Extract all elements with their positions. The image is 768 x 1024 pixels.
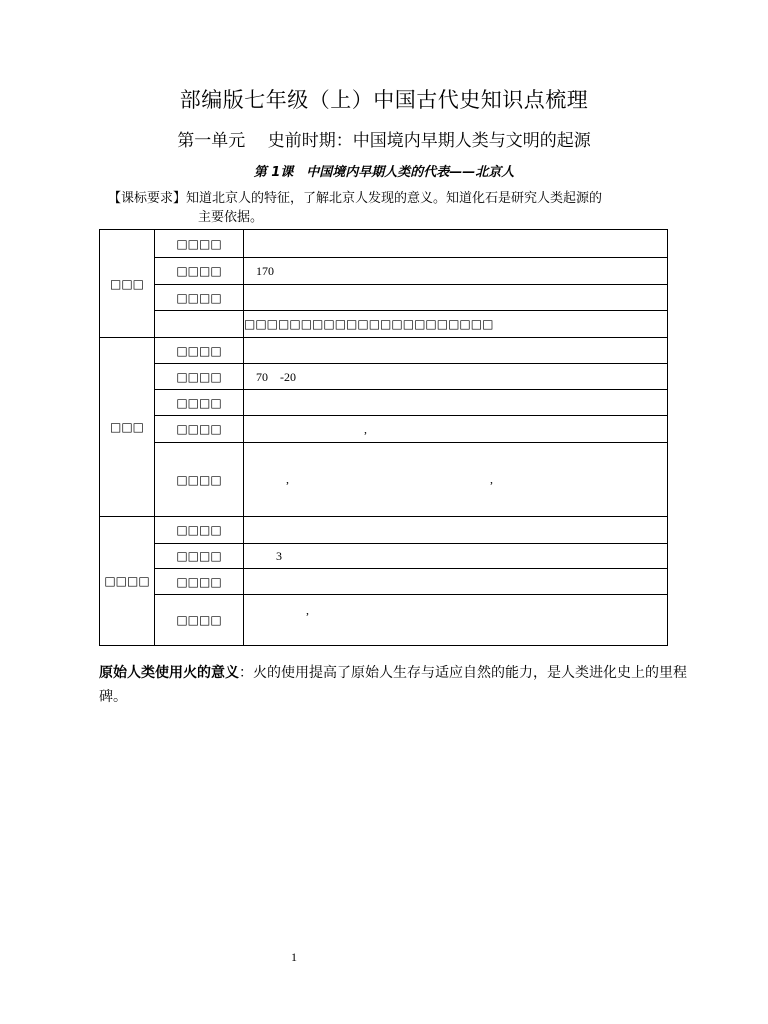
knowledge-table: [99, 229, 668, 646]
requirement-tag: 【课标要求】: [108, 191, 187, 206]
row-value: [244, 230, 668, 258]
table-row: [100, 230, 668, 258]
row-value: [244, 443, 668, 517]
row-label: □□□□: [155, 364, 244, 390]
row-value: [244, 595, 668, 646]
row-value-text: 3: [276, 548, 282, 563]
row-value: [244, 338, 668, 364]
row-value-text: , ,: [286, 472, 493, 486]
row-label: □□□□: [155, 443, 244, 517]
row-value: [244, 258, 668, 285]
requirement-line2: 主要依据。: [198, 210, 264, 225]
table-row: [100, 364, 668, 390]
row-value: □□□□□□□□□□□□□□□□□□□□□□: [244, 311, 668, 338]
row-label: □□□□: [155, 230, 244, 258]
group-cell: □□□□: [100, 517, 155, 646]
row-label: □□□□: [155, 390, 244, 416]
row-label: [155, 311, 244, 338]
table-row: [100, 569, 668, 595]
row-label: □□□□: [155, 544, 244, 569]
table-row: [100, 595, 668, 646]
table-row: [100, 390, 668, 416]
conclusion-paragraph: [99, 661, 699, 709]
group-cell: □□□: [100, 230, 155, 338]
row-value: [244, 544, 668, 569]
table-row: [100, 443, 668, 517]
row-value-text: ,: [364, 421, 367, 436]
table-row: [100, 544, 668, 569]
row-label: □□□□: [155, 285, 244, 311]
row-value-text: ,: [306, 602, 309, 617]
group-cell: □□□: [100, 338, 155, 517]
row-value-text: 70 -20: [256, 370, 296, 384]
row-value: [244, 416, 668, 443]
table-row: [100, 338, 668, 364]
curriculum-requirement: [108, 189, 708, 227]
lesson-heading: 第 1课 中国境内早期人类的代表——北京人: [253, 165, 515, 180]
row-value: [244, 285, 668, 311]
table-row: [100, 517, 668, 544]
document-title: 部编版七年级（上）中国古代史知识点梳理: [179, 88, 589, 112]
row-value: [244, 517, 668, 544]
row-value-text: 170: [256, 263, 274, 278]
conclusion-text: ：火的使用提高了原始人生存与适应自然的能力，是人类进化史上的里程碑。: [99, 665, 687, 705]
row-label: □□□□: [155, 338, 244, 364]
row-value: [244, 390, 668, 416]
table-row: [100, 285, 668, 311]
row-label: □□□□: [155, 258, 244, 285]
row-label: □□□□: [155, 517, 244, 544]
row-label: □□□□: [155, 595, 244, 646]
table-row: [100, 416, 668, 443]
conclusion-lead: 原始人类使用火的意义: [99, 665, 239, 681]
table-row: [100, 311, 668, 338]
row-value: [244, 364, 668, 390]
row-label: □□□□: [155, 416, 244, 443]
requirement-line1: 知道北京人的特征，了解北京人发现的意义。知道化石是研究人类起源的: [186, 191, 603, 206]
row-value: [244, 569, 668, 595]
page-number: 1: [291, 950, 297, 964]
unit-heading: 第一单元 史前时期：中国境内早期人类与文明的起源: [177, 131, 591, 151]
row-label: □□□□: [155, 569, 244, 595]
table-row: [100, 258, 668, 285]
